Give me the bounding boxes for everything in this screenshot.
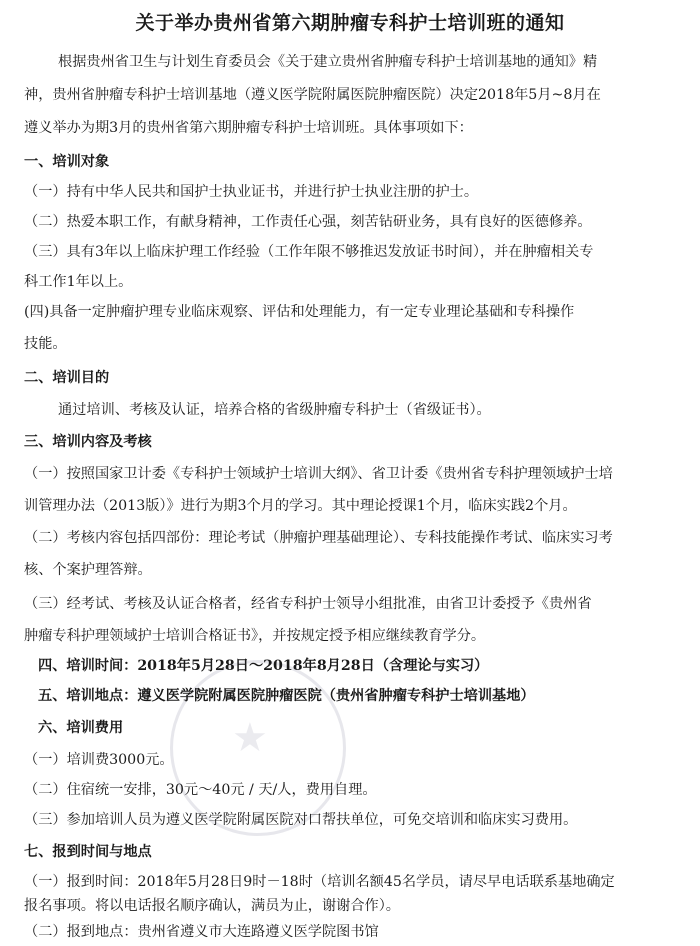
list-item-continued: 报名事项。将以电话报名顺序确认，满员为止，谢谢合作）。 [24, 898, 400, 914]
list-item-continued: 核、个案护理答辩。 [24, 562, 152, 578]
document-title: 关于举办贵州省第六期肿瘤专科护士培训班的通知 [135, 12, 565, 34]
list-item: （一）按照国家卫计委《专科护士领域护士培训大纲》、省卫计委《贵州省专科护理领域护士培 [24, 466, 613, 482]
list-item: （一）报到时间：2018年5月28日9时－18时（培训名额45名学员，请尽早电话联系基地确定 [24, 874, 615, 890]
list-item: （一）持有中华人民共和国护士执业证书，并进行护士执业注册的护士。 [24, 184, 479, 200]
section-heading-content-and-assessment: 三、培训内容及考核 [24, 434, 152, 450]
list-item: （二）考核内容包括四部份：理论考试（肿瘤护理基础理论）、专科技能操作考试、临床实习考 [24, 530, 613, 546]
list-item: （三）经考试、考核及认证合格者，经省专科护士领导小组批准，由省卫计委授予《贵州省 [24, 596, 592, 612]
section-heading-training-purpose: 二、培训目的 [24, 370, 110, 386]
intro-line: 遵义举办为期3月的贵州省第六期肿瘤专科护士培训班。具体事项如下： [24, 120, 473, 136]
list-item: (四)具备一定肿瘤护理专业临床观察、评估和处理能力，有一定专业理论基础和专科操作 [24, 304, 575, 320]
list-item: （二）住宿统一安排，30元～40元 / 天/人，费用自理。 [24, 782, 377, 798]
list-item: （二）热爱本职工作，有献身精神，工作责任心强，刻苦钻研业务，具有良好的医德修养。 [24, 214, 592, 230]
section-heading-training-fees: 六、培训费用 [38, 720, 124, 736]
list-item: （三）参加培训人员为遵义医学院附属医院对口帮扶单位，可免交培训和临床实习费用。 [24, 812, 578, 828]
paragraph: 通过培训、考核及认证，培养合格的省级肿瘤专科护士（省级证书）。 [58, 402, 491, 418]
section-heading-training-time: 四、培训时间：2018年5月28日～2018年8月28日（含理论与实习） [38, 658, 489, 674]
list-item-continued: 肿瘤专科护理领域护士培训合格证书》，并按规定授予相应继续教育学分。 [24, 628, 486, 644]
section-heading-training-targets: 一、培训对象 [24, 154, 110, 170]
list-item: （二）报到地点：贵州省遵义市大连路遵义医学院图书馆 [24, 924, 379, 940]
section-heading-registration: 七、报到时间与地点 [24, 844, 152, 860]
list-item: （一）培训费3000元。 [24, 752, 174, 768]
intro-line: 根据贵州省卫生与计划生育委员会《关于建立贵州省肿瘤专科护士培训基地的通知》精 [58, 54, 598, 70]
list-item-continued: 技能。 [24, 336, 67, 352]
list-item-continued: 训管理办法（2013版）》进行为期3个月的学习。其中理论授课1个月，临床实践2个月。 [24, 498, 577, 514]
section-heading-training-location: 五、培训地点：遵义医学院附属医院肿瘤医院（贵州省肿瘤专科护士培训基地） [38, 688, 535, 704]
list-item-continued: 科工作1年以上。 [24, 274, 133, 290]
intro-line: 神，贵州省肿瘤专科护士培训基地（遵义医学院附属医院肿瘤医院）决定2018年5月~8月在 [24, 87, 601, 103]
seal-star-icon: ★ [232, 715, 268, 761]
list-item: （三）具有3年以上临床护理工作经验（工作年限不够推迟发放证书时间），并在肿瘤相关专 [24, 244, 594, 260]
